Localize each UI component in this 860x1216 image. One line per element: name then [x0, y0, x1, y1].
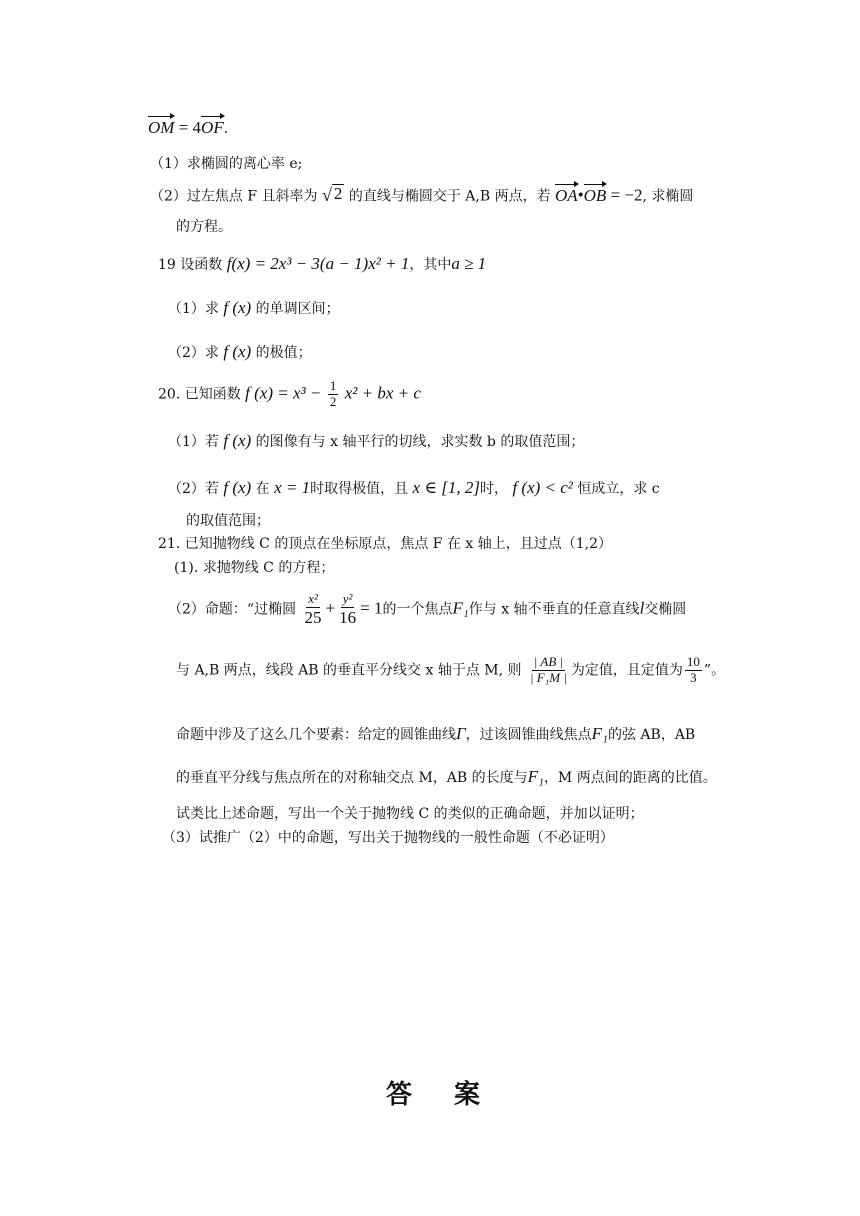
- q21-part2-line4: 的垂直平分线与焦点所在的对称轴交点 M，AB 的长度与F₁，M 两点间的距离的比值。: [176, 767, 717, 786]
- q20-intro: 20. 已知函数 f (x) = x³ − $\frac{1}{2}$ x² + bx + c: [158, 378, 421, 409]
- sqrt-expression: √ 2: [321, 184, 343, 205]
- ratio-ab-f1m: $\frac{| AB |}{\text{| F₁M |}}$: [529, 654, 567, 685]
- vector-oa: OA: [555, 185, 578, 205]
- ellipse-fraction-x: $\frac{\text{x²}}{25}$: [304, 591, 322, 627]
- fraction-ten-thirds: $\frac{10}{3}$: [686, 654, 700, 685]
- q19-intro: 19 设函数 f(x) = 2x³ − 3(a − 1)x² + 1，其中a ≥ 1: [158, 254, 487, 273]
- q21-part2-line1: （2）命题：“过椭圆 $\frac{\text{x²}}{25}$ + $\frac{\text{y²}}{16}$ = 1的一个焦点F₁作与 x 轴不垂直的任意直线l交椭圆: [168, 591, 687, 627]
- q20-part2: （2）若 f (x) 在 x = 1时取得极值，且 x ∈ [1, 2]时， f (x) < c² 恒成立，求 c: [168, 478, 660, 497]
- q19-function-def: (x) = 2x³ − 3(a − 1)x² + 1: [231, 254, 410, 273]
- vector-of: OF: [201, 118, 224, 137]
- vector-ob: OB: [583, 185, 607, 205]
- answer-heading: 答案: [386, 1080, 523, 1110]
- vector-equation-om: OM = 4OF.: [148, 118, 229, 137]
- q21-part2-line3: 命题中涉及了这么几个要素：给定的圆锥曲线Γ，过该圆锥曲线焦点F₁的弦 AB，AB: [176, 724, 696, 743]
- q21-part1: (1). 求抛物线 C 的方程；: [174, 560, 335, 576]
- q19-part1: （1）求 f (x) 的单调区间；: [168, 298, 340, 317]
- q21-intro: 21. 已知抛物线 C 的顶点在坐标原点，焦点 F 在 x 轴上，且过点（1,2）: [158, 536, 613, 552]
- q18-part2: （2）过左焦点 F 且斜率为 √ 2 的直线与椭圆交于 A,B 两点，若 OA•OB = −2, 求椭圆: [150, 184, 694, 205]
- q18-part1: （1）求椭圆的离心率 e;: [150, 156, 303, 172]
- ellipse-fraction-y: $\frac{\text{y²}}{16}$: [339, 591, 357, 627]
- q20-part1: （1）若 f (x) 的图像有与 x 轴平行的切线，求实数 b 的取值范围；: [168, 431, 585, 450]
- vector-om: OM: [148, 118, 175, 137]
- q21-part2-line5: 试类比上述命题，写出一个关于抛物线 C 的类似的正确命题，并加以证明；: [176, 806, 644, 822]
- q20-part2-cont: 的取值范围；: [186, 513, 270, 529]
- q19-part2: （2）求 f (x) 的极值；: [168, 342, 312, 361]
- q18-part2-cont: 的方程。: [176, 219, 232, 235]
- q21-part3: （3）试推广（2）中的命题，写出关于抛物线的一般性命题（不必证明）: [162, 830, 614, 846]
- q21-part2-line2: 与 A,B 两点，线段 AB 的垂直平分线交 x 轴于点 M, 则 $\frac{| AB |}{\text{| F₁M |}}$ 为定值，且定值为 $\frac{10}{3}$ ”。: [176, 654, 726, 685]
- fraction-one-half: $\frac{1}{2}$: [329, 378, 337, 409]
